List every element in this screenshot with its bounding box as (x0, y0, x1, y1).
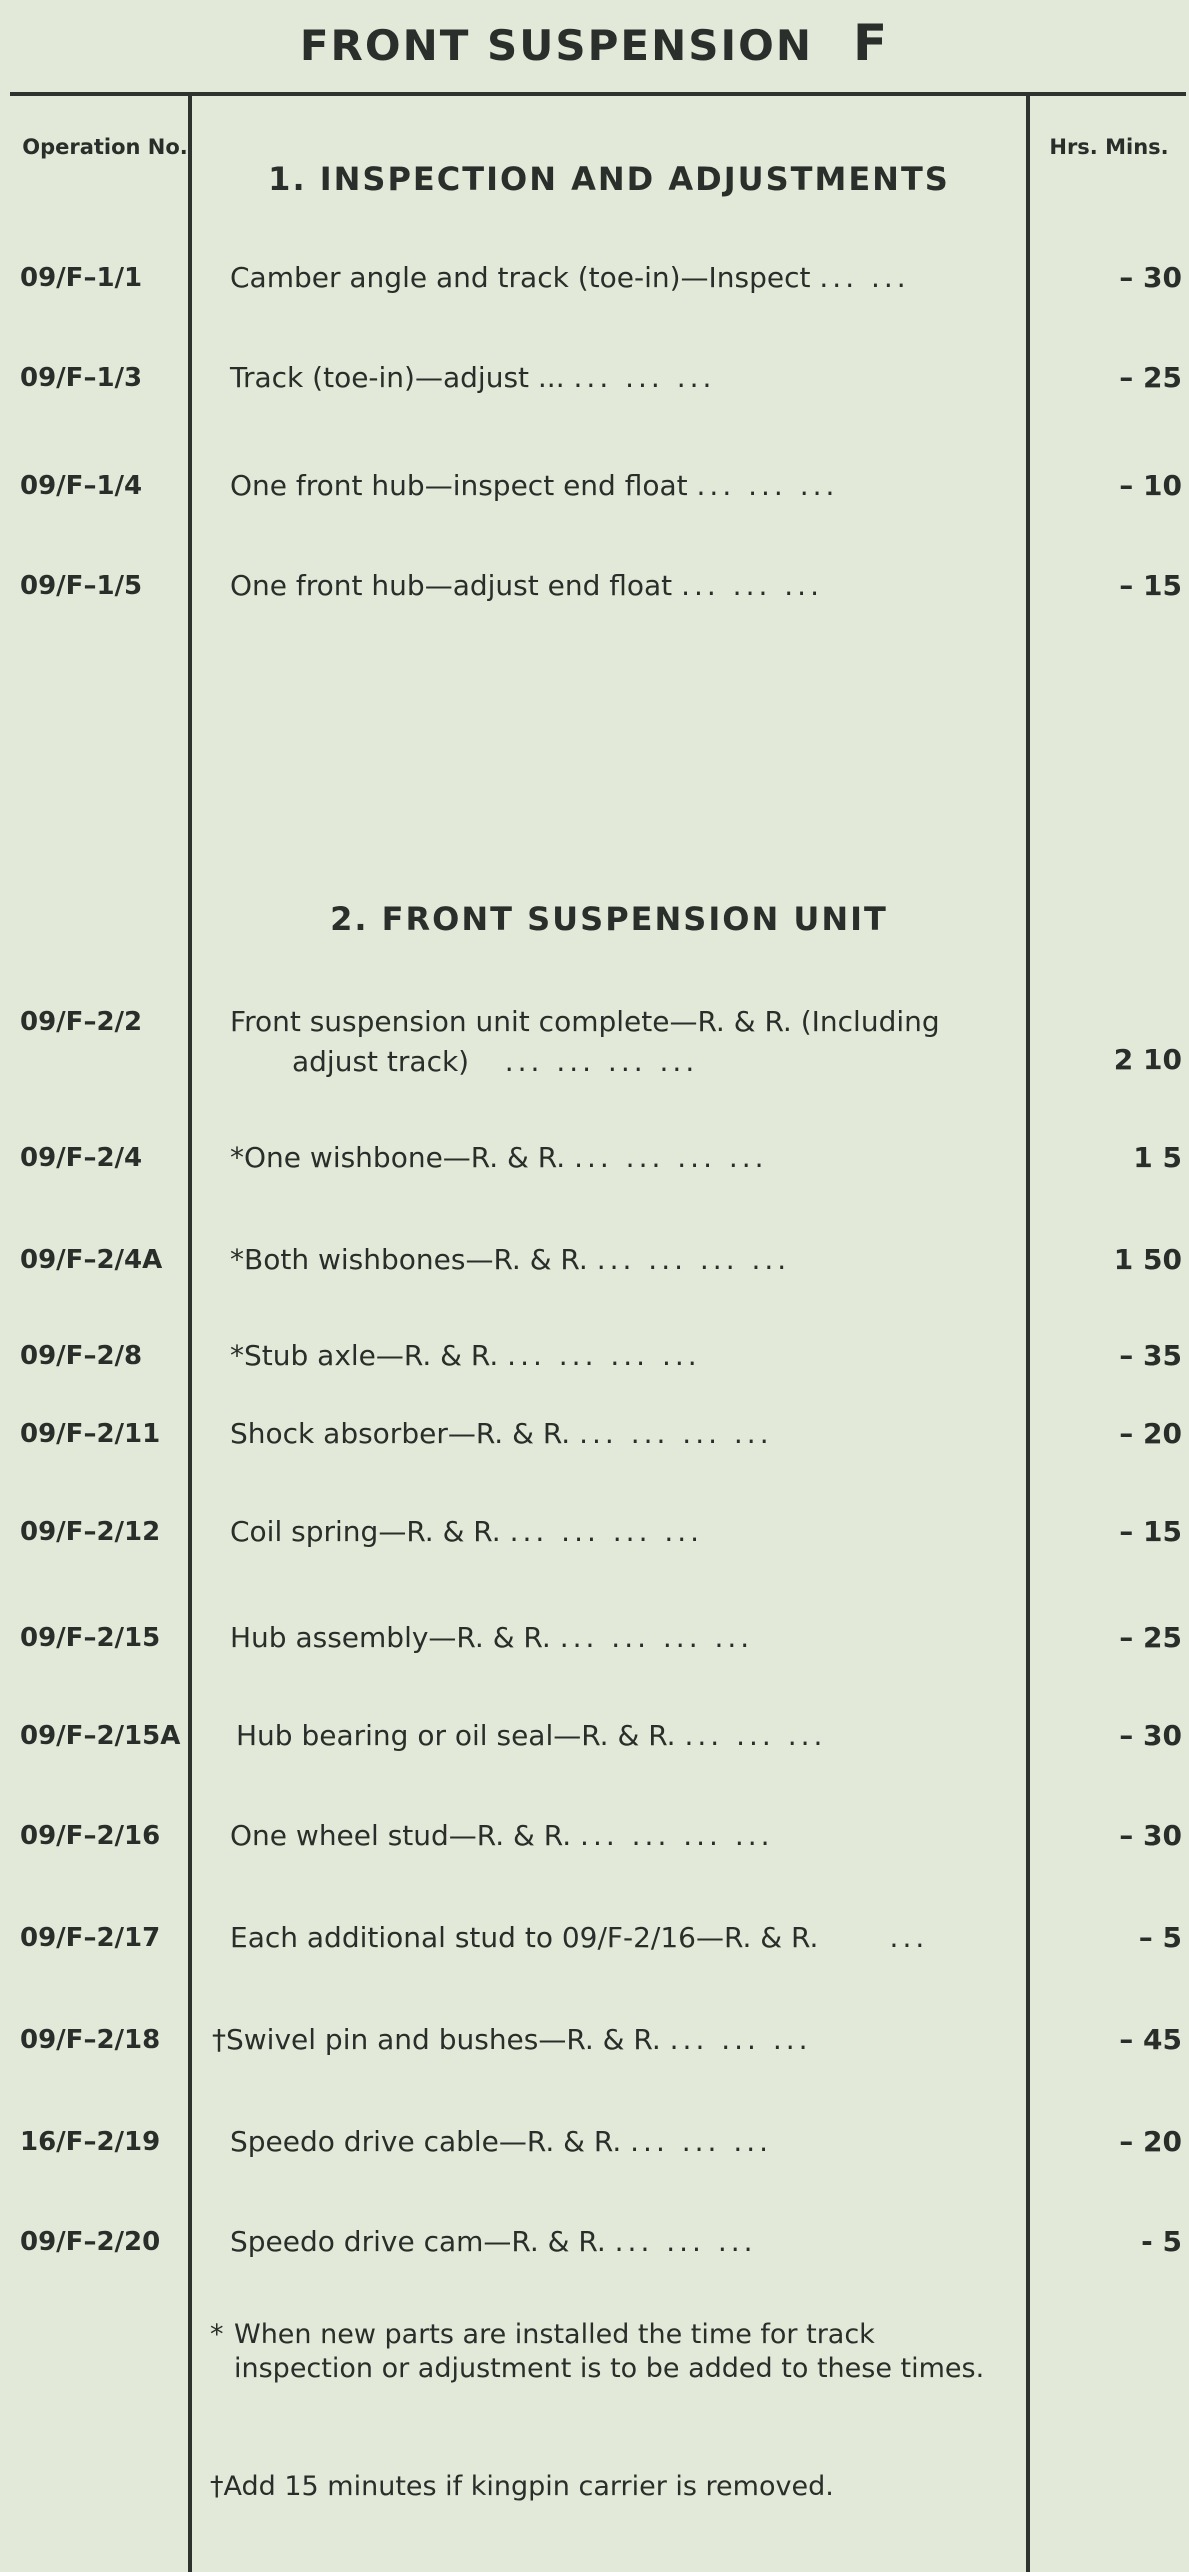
asterisk-mark: * (210, 2319, 224, 2350)
time-value: – 35 (1119, 1339, 1182, 1372)
time-value: – 10 (1119, 469, 1182, 502)
time-value: – 25 (1119, 1621, 1182, 1654)
time-value: 2 10 (1113, 1043, 1182, 1076)
description-text: Front suspension unit complete—R. & R. (Including (230, 1005, 940, 1038)
operation-description (230, 1414, 1000, 1454)
operation-number: 09/F–1/1 (20, 263, 143, 293)
operation-number: 16/F–2/19 (20, 2127, 161, 2157)
table-row (0, 258, 1189, 318)
leader-dots: ... ... ... ... (509, 1515, 704, 1548)
hrs-mins-header: Hrs. Mins. (1049, 135, 1169, 159)
operation-description (230, 1240, 1000, 1280)
footnote-dagger (210, 2470, 1010, 2504)
operation-number: 09/F–2/4 (20, 1143, 143, 1173)
leader-dots: ... ... ... (573, 361, 716, 394)
description-text: One wheel stud—R. & R. (230, 1819, 572, 1852)
leader-dots: ... ... ... ... (574, 1141, 768, 1174)
leader-dots: ... ... ... ... (559, 1621, 754, 1654)
leader-dots: ... ... ... ... (504, 1045, 699, 1078)
description-text: One front hub—inspect end float (230, 469, 688, 502)
operation-description (230, 1618, 1000, 1658)
table-row (0, 2122, 1189, 2182)
table-row (0, 358, 1189, 418)
table-row (0, 1512, 1189, 1572)
leader-dots: ... ... ... (669, 2023, 812, 2056)
section-heading-inspection: 1. INSPECTION AND ADJUSTMENTS (268, 160, 950, 198)
leader-dots: ... ... ... (681, 569, 823, 602)
leader-dots: ... ... ... ... (596, 1243, 791, 1276)
leader-dots: ... (889, 1921, 929, 1954)
description-text: Track (toe-in)—adjust ... (230, 361, 565, 394)
time-value: – 15 (1119, 1515, 1182, 1548)
operation-description (230, 1816, 1000, 1856)
operation-number: 09/F–2/8 (20, 1341, 143, 1371)
table-row (0, 2020, 1189, 2080)
operation-number: 09/F–2/2 (20, 1007, 143, 1037)
description-text: Hub bearing or oil seal—R. & R. (236, 1719, 676, 1752)
operation-description (230, 1918, 1000, 1958)
footnote-asterisk (210, 2318, 1010, 2386)
operation-description (230, 358, 1000, 398)
table-row (0, 1918, 1189, 1978)
operation-description (236, 1716, 1006, 1756)
table-row (0, 1002, 1189, 1086)
description-text: Speedo drive cable—R. & R. (230, 2125, 622, 2158)
operation-number: 09/F–2/16 (20, 1821, 161, 1851)
operation-number: 09/F–2/12 (20, 1517, 161, 1547)
time-value: – 30 (1119, 1719, 1182, 1752)
table-row (0, 1240, 1189, 1300)
leader-dots: ... ... ... (630, 2125, 773, 2158)
table-row (0, 1138, 1189, 1198)
description-text: Camber angle and track (toe-in)—Inspect (230, 261, 811, 294)
operation-number: 09/F–2/11 (20, 1419, 161, 1449)
time-value: – 20 (1119, 1417, 1182, 1450)
description-text: Coil spring—R. & R. (230, 1515, 501, 1548)
operation-number: 09/F–2/17 (20, 1923, 161, 1953)
time-value: – 25 (1119, 361, 1182, 394)
table-row (0, 566, 1189, 626)
operation-description (230, 1002, 1000, 1082)
description-text: †Swivel pin and bushes—R. & R. (212, 2023, 661, 2056)
leader-dots: ... ... ... ... (507, 1339, 701, 1372)
operation-number: 09/F–1/5 (20, 571, 143, 601)
operation-description (230, 1512, 1000, 1552)
operation-no-header: Operation No. (22, 135, 188, 159)
description-text: Hub assembly—R. & R. (230, 1621, 551, 1654)
leader-dots: ... ... ... (614, 2225, 757, 2258)
leader-dots: ... ... ... (684, 1719, 827, 1752)
operation-number: 09/F–1/4 (20, 471, 143, 501)
leader-dots: ... ... ... (696, 469, 839, 502)
operation-description (212, 2020, 982, 2060)
section-heading-front-suspension-unit: 2. FRONT SUSPENSION UNIT (330, 900, 888, 938)
description-text: Shock absorber—R. & R. (230, 1417, 571, 1450)
operation-description (230, 2222, 1000, 2262)
operation-description (230, 566, 1000, 606)
header-rule (10, 92, 1186, 96)
time-value: – 45 (1119, 2023, 1182, 2056)
operation-number: 09/F–2/4A (20, 1245, 163, 1275)
table-row (0, 1716, 1189, 1776)
leader-dots: ... ... ... ... (580, 1819, 774, 1852)
time-value: – 15 (1119, 569, 1182, 602)
time-value: - 5 (1141, 2225, 1182, 2258)
description-text: Speedo drive cam—R. & R. (230, 2225, 606, 2258)
table-row (0, 1414, 1189, 1474)
operation-number: 09/F–2/15 (20, 1623, 161, 1653)
time-value: 1 50 (1113, 1243, 1182, 1276)
operation-number: 09/F–2/20 (20, 2227, 161, 2257)
leader-dots: ... ... ... ... (579, 1417, 773, 1450)
table-row (0, 1618, 1189, 1678)
page-title (0, 14, 1189, 72)
leader-dots: ... ... (819, 261, 910, 294)
footnote-asterisk-text: When new parts are installed the time for track inspection or adjustment is to be added to these times. (234, 2319, 985, 2384)
description-text: Each additional stud to 09/F-2/16—R. & R. (230, 1921, 819, 1954)
time-value: 1 5 (1133, 1141, 1182, 1174)
time-value: – 30 (1119, 1819, 1182, 1852)
operation-description (230, 1138, 1000, 1178)
section-letter: F (852, 14, 890, 72)
operation-number: 09/F–1/3 (20, 363, 143, 393)
operation-description (230, 466, 1000, 506)
time-value: – 20 (1119, 2125, 1182, 2158)
description-text: *Both wishbones—R. & R. (230, 1243, 588, 1276)
table-row (0, 1816, 1189, 1876)
time-value: – 30 (1119, 261, 1182, 294)
table-row (0, 466, 1189, 526)
operation-number: 09/F–2/18 (20, 2025, 161, 2055)
description-text: *One wishbone—R. & R. (230, 1141, 566, 1174)
operation-description (230, 1336, 1000, 1376)
description-text: One front hub—adjust end float (230, 569, 673, 602)
time-value: – 5 (1138, 1921, 1182, 1954)
table-row (0, 1336, 1189, 1396)
footnote-dagger-text: †Add 15 minutes if kingpin carrier is removed. (210, 2471, 834, 2502)
page-title-text: FRONT SUSPENSION (299, 21, 813, 70)
table-row (0, 2222, 1189, 2282)
operation-number: 09/F–2/15A (20, 1721, 181, 1751)
description-continuation: adjust track) (292, 1045, 470, 1078)
description-text: *Stub axle—R. & R. (230, 1339, 499, 1372)
operation-description (230, 258, 1000, 298)
operation-description (230, 2122, 1000, 2162)
